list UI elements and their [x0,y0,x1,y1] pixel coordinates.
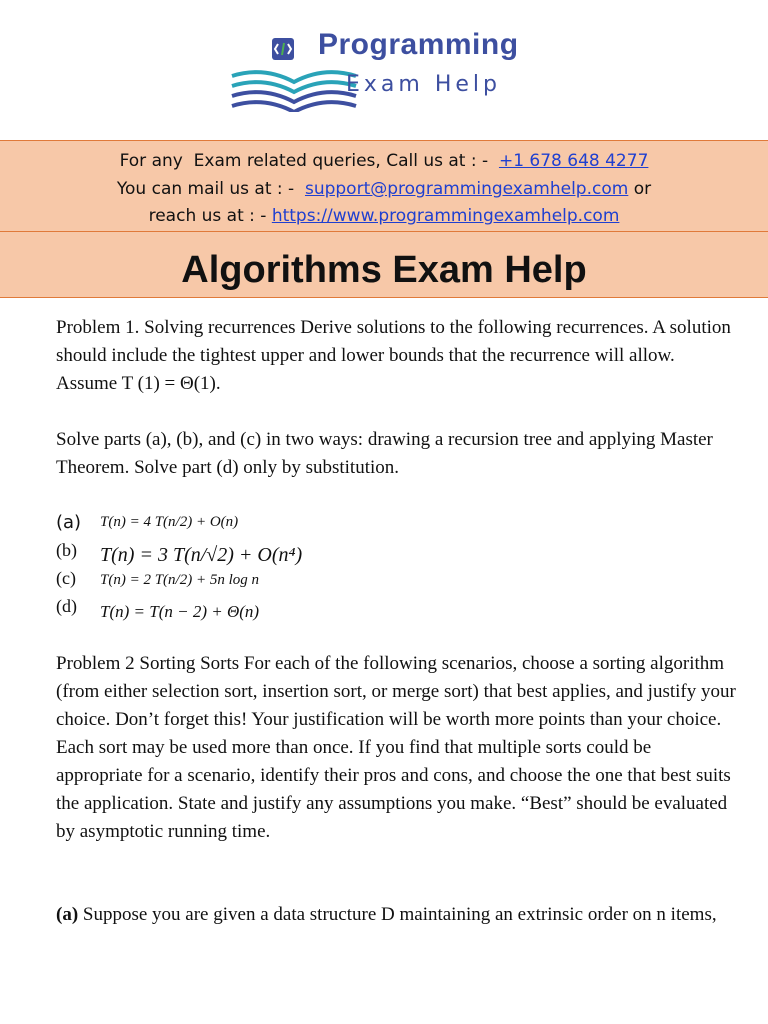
recurrence-label: (d) [56,596,77,616]
contact-website-prefix: reach us at : - [148,206,272,226]
contact-line-website [0,206,768,226]
problem2-part-a-text: Suppose you are given a data structure D maintaining an extrinsic order on n items, [78,904,717,925]
phone-link[interactable]: +1 678 648 4277 [498,151,649,171]
contact-phone-prefix: For any Exam related queries, Call us at : - [119,151,499,171]
recurrence-label: (a) [56,512,82,533]
recurrence-equation: T(n) = 3 T(n/√2) + O(n⁴) [100,544,303,566]
recurrence-label: (c) [56,568,76,588]
problem1-paragraph1: Problem 1. Solving recurrences Derive solutions to the following recurrences. A solution should include the tightest upper and lower bounds that the recurrence will allow. Assume T (1) = Θ(1). [56,317,731,394]
problem2-part-a-label: (a) [56,904,79,925]
contact-email-suffix: or [628,179,652,199]
contact-line-phone [0,151,768,171]
contact-line-email [0,179,768,199]
problem2-paragraph: Problem 2 Sorting Sorts For each of the following scenarios, choose a sorting algorithm (from either selection sort, insertion sort, or merge sort) that best applies, and justify your choice. Don’t forget this! Your justification will be worth more points than your choice. Each sort may be used more than once. If you find that multiple sorts could be appropriate for a scenario, identify their pros and cons, and choose the one that best suits the application. State and justify any assumptions you make. “Best” should be evaluated by asymptotic running time. [56,653,736,842]
contact-email-prefix: You can mail us at : - [116,179,305,199]
recurrence-equation: T(n) = 4 T(n/2) + O(n) [100,514,239,530]
page-title: Algorithms Exam Help [181,249,587,291]
title-bar [0,232,768,298]
recurrence-equation: T(n) = T(n − 2) + Θ(n) [100,602,260,621]
logo-word-programming: Programming [318,28,519,61]
recurrence-equation: T(n) = 2 T(n/2) + 5n log n [100,572,259,588]
logo [228,28,548,112]
problem2-part-a [56,901,736,929]
problem1-paragraph2: Solve parts (a), (b), and (c) in two ways: drawing a recursion tree and applying Master Theorem. Solve part (d) only by substitution. [56,429,713,478]
recurrence-label: (b) [56,540,77,560]
website-link[interactable]: https://www.programmingexamhelp.com [271,206,620,226]
email-link[interactable]: support@programmingexamhelp.com [304,179,629,199]
contact-banner [0,140,768,232]
logo-word-exam-help: Exam Help [346,72,501,97]
